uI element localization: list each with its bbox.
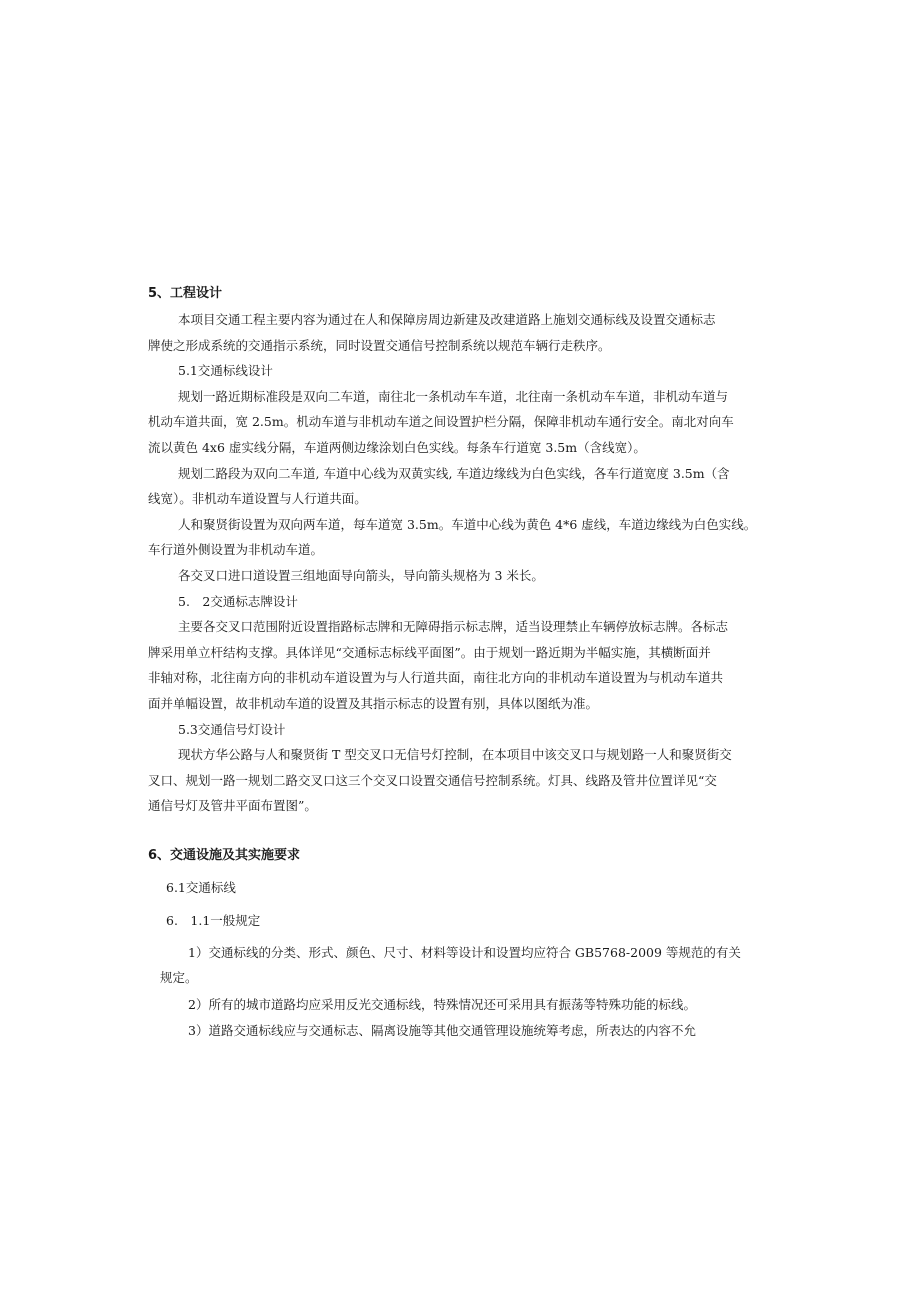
section6-1-title: 6.1交通标线 bbox=[166, 880, 236, 895]
section5-1-paragraph-line: 规划二路段为双向二车道, 车道中心线为双黄实线, 车道边缘线为白色实线，各车行道宽度 3.5m（含 bbox=[178, 466, 730, 481]
section5-1-paragraph-line: 流以黄色 4x6 虚实线分隔，车道两侧边缘涂划白色实线。每条车行道宽 3.5m（含线宽）。 bbox=[148, 440, 646, 455]
section6-1-1-title: 6. 1.1一般规定 bbox=[166, 913, 261, 928]
section5-1-paragraph-line: 线宽）。非机动车道设置与人行道共面。 bbox=[148, 491, 367, 506]
section5-1-paragraph-line: 各交叉口进口道设置三组地面导向箭头，导向箭头规格为 3 米长。 bbox=[178, 568, 544, 583]
section5-1-paragraph-line: 规划一路近期标准段是双向二车道，南往北一条机动车车道，北往南一条机动车车道，非机动车道与 bbox=[178, 389, 729, 404]
section5-3-paragraph-line: 现状方华公路与人和聚贤街 T 型交叉口无信号灯控制，在本项目中该交叉口与规划路一人和聚贤街交 bbox=[178, 747, 732, 762]
section6-heading: 6、交通设施及其实施要求 bbox=[148, 848, 301, 863]
section5-intro-line: 本项目交通工程主要内容为通过在人和保障房周边新建及改建道路上施划交通标线及设置交通标志 bbox=[178, 312, 716, 327]
section5-1-paragraph-line: 机动车道共面，宽 2.5m。机动车道与非机动车道之间设置护栏分隔，保障非机动车通行安全。南北对向车 bbox=[148, 414, 734, 429]
section5-1-paragraph-line: 车行道外侧设置为非机动车道。 bbox=[148, 542, 324, 557]
section5-heading: 5、工程设计 bbox=[148, 286, 223, 301]
section5-3-paragraph-line: 叉口、规划一路一规划二路交叉口这三个交叉口设置交通信号控制系统。灯具、线路及管井位置详见“交 bbox=[148, 773, 717, 788]
section6-list-line: 3）道路交通标线应与交通标志、隔离设施等其他交通管理设施统筹考虑，所表达的内容不允 bbox=[188, 1023, 696, 1038]
section6-list-line: 2）所有的城市道路均应采用反光交通标线，特殊情况还可采用具有振荡等特殊功能的标线。 bbox=[188, 997, 696, 1012]
section5-2-title: 5. 2交通标志牌设计 bbox=[178, 594, 298, 609]
section5-1-title: 5.1交通标线设计 bbox=[178, 363, 273, 378]
section5-intro-line: 牌使之形成系统的交通指示系统，同时设置交通信号控制系统以规范车辆行走秩序。 bbox=[148, 338, 611, 353]
section5-2-paragraph-line: 非轴对称，北往南方向的非机动车道设置为与人行道共面，南往北方向的非机动车道设置为与机动车道共 bbox=[148, 670, 724, 685]
section5-2-paragraph-line: 主要各交叉口范围附近设置指路标志牌和无障碍指示标志牌，适当设理禁止车辆停放标志牌。各标志 bbox=[178, 619, 729, 634]
section5-3-paragraph-line: 通信号灯及管井平面布置图”。 bbox=[148, 798, 317, 813]
section5-1-paragraph-line: 人和聚贤街设置为双向两车道，每车道宽 3.5m。车道中心线为黄色 4*6 虚线，车道边缘线为白色实线。 bbox=[178, 517, 757, 532]
section6-list-line: 规定。 bbox=[160, 970, 198, 985]
section5-2-paragraph-line: 面并单幅设置，故非机动车道的设置及其指示标志的设置有别，具体以图纸为准。 bbox=[148, 696, 599, 711]
section5-2-paragraph-line: 牌采用单立杆结构支撑。具体详见“交通标志标线平面图”。由于规划一路近期为半幅实施，其横断面并 bbox=[148, 645, 711, 660]
section5-3-title: 5.3交通信号灯设计 bbox=[178, 722, 286, 737]
section6-list-line: 1）交通标线的分类、形式、颜色、尺寸、材料等设计和设置均应符合 GB5768-2009 等规范的有关 bbox=[188, 945, 741, 960]
